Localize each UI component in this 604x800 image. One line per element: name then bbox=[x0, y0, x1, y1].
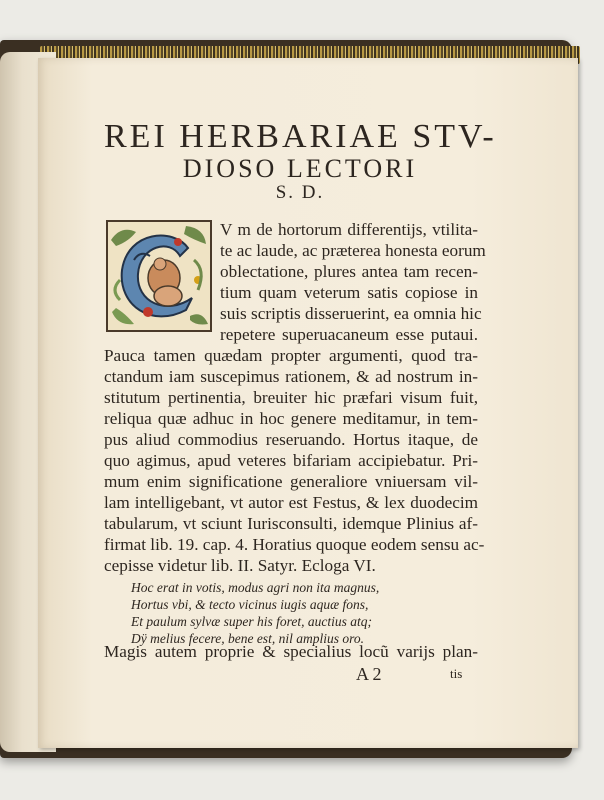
text-line: Magis autem proprie & specialius locũ varijs plan- bbox=[104, 642, 478, 661]
verse-line: Hortus vbi, & tecto vicinus iugis aquæ fons, bbox=[131, 597, 369, 612]
verse-line: Et paulum sylvæ super his foret, auctius atq; bbox=[131, 614, 372, 629]
signature-mark: A 2 bbox=[356, 664, 382, 684]
text-line: stitutum pertinentia, breuiter hic præfari visum fuit, bbox=[104, 388, 478, 407]
heading-line-3: S. D. bbox=[275, 182, 325, 203]
catchword: tis bbox=[450, 666, 463, 681]
verse-line: Dÿ melius fecere, bene est, nil amplius oro. bbox=[131, 631, 364, 646]
text-line: reliqua quæ adhuc in hoc genere meditamur, in tem- bbox=[104, 409, 478, 428]
text-line: ctandum iam suscepimus rationem, & ad nostrum in- bbox=[104, 367, 478, 386]
verse-line: Hoc erat in votis, modus agri non ita magnus, bbox=[131, 580, 380, 595]
text-line: V m de hortorum differentijs, vtilita- bbox=[220, 220, 478, 239]
heading-line-2: DIOSO LECTORI bbox=[182, 154, 418, 183]
text-line: quo agimus, apud veteres bifariam accipiebatur. Pri- bbox=[104, 451, 478, 470]
text-line: firmat lib. 19. cap. 4. Horatius quoque eodem sensu ac- bbox=[104, 535, 485, 554]
text-line: pus aliud commodius reseruando. Hortus itaque, de bbox=[104, 430, 478, 449]
text-line: repetere superuacaneum esse putaui. bbox=[220, 325, 478, 344]
text-line: suis scriptis disseruerint, ea omnia hic bbox=[220, 304, 482, 323]
text-line: cepisse videtur lib. II. Satyr. Ecloga VI. bbox=[104, 556, 376, 575]
text-line: mum enim significatione generaliore vniuersam vil- bbox=[104, 472, 478, 491]
text-line: lam intelligebant, vt autor est Festus, & lex duodecim bbox=[104, 493, 478, 512]
text-line: te ac laude, ac præterea honesta eorum bbox=[220, 241, 486, 260]
text-line: tabularum, vt sciunt Iurisconsulti, idemque Plinius af- bbox=[104, 514, 478, 533]
decorated-initial-c bbox=[106, 220, 212, 332]
text-line: oblectatione, plures antea tam recen- bbox=[220, 262, 478, 281]
text-line: Pauca tamen quædam propter argumenti, quod tra- bbox=[104, 346, 478, 365]
heading-line-1: REI HERBARIAE STV- bbox=[104, 118, 497, 155]
text-line: tium quam veterum satis copiose in bbox=[220, 283, 478, 302]
